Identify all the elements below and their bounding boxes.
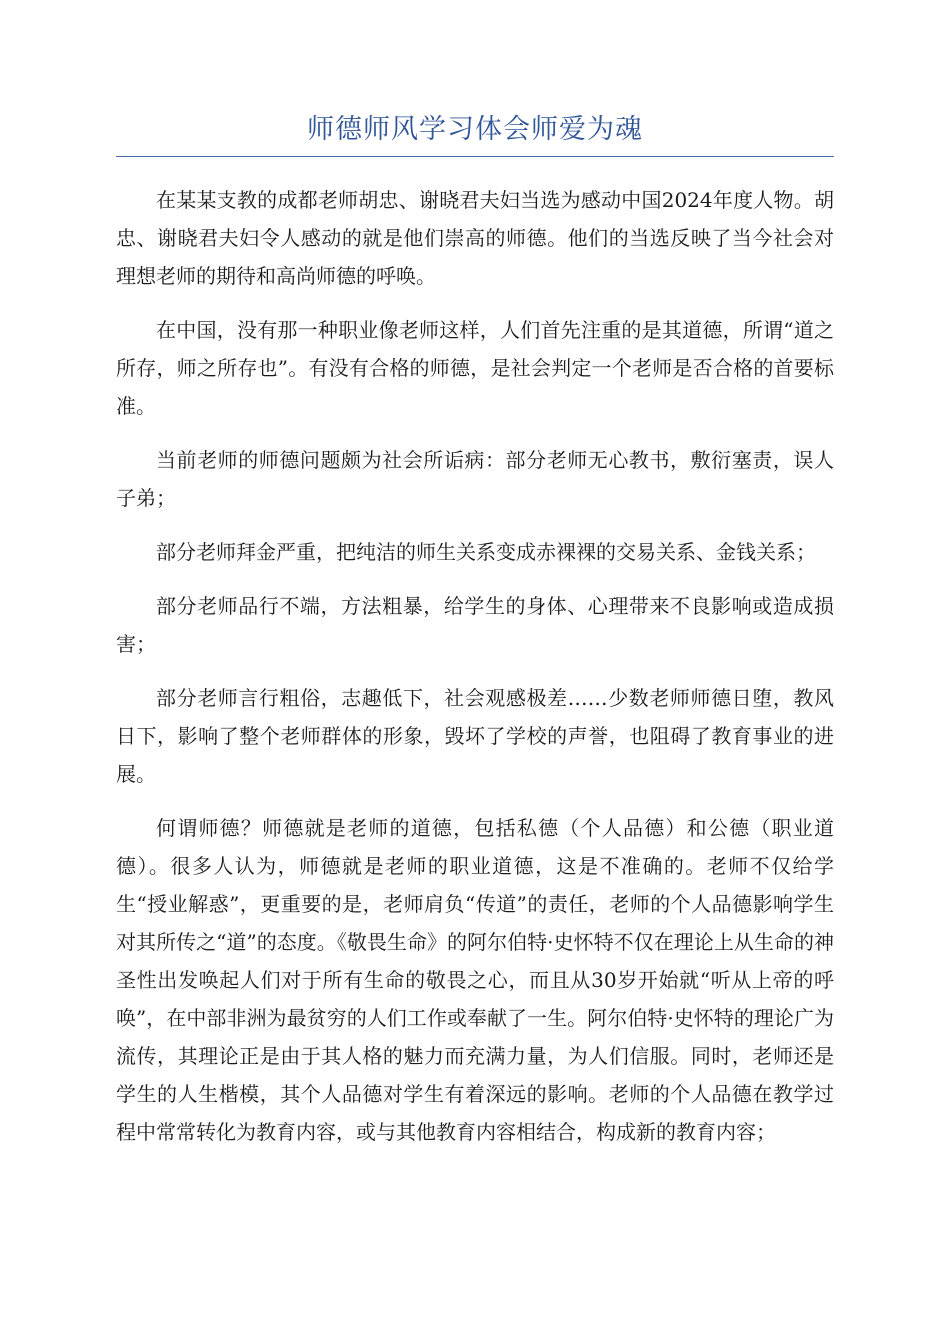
paragraph-4: 部分老师拜金严重，把纯洁的师生关系变成赤裸裸的交易关系、金钱关系； [156,540,816,564]
paragraph-5: 部分老师品行不端，方法粗暴，给学生的身体、心理带来不良影响或造成损害； [116,594,834,656]
document-title: 师德师风学习体会师爱为魂 [307,114,643,145]
title-block [116,112,834,157]
document-body [116,181,834,1151]
paragraph-6: 部分老师言行粗俗，志趣低下，社会观感极差……少数老师师德日堕，教风日下，影响了整个老师群体的形象，毁坏了学校的声誉，也阻碍了教育事业的进展。 [116,686,834,786]
paragraph-7: 何谓师德？师德就是老师的道德，包括私德（个人品德）和公德（职业道德）。很多人认为，师德就是老师的职业道德，这是不准确的。老师不仅给学生“授业解惑”，更重要的是，老师肩负“传道”的责任，老师的个人品德影响学生对其所传之“道”的态度。《敬畏生命》的阿尔伯特·史怀特不仅在理论上从生命的神圣性出发唤起人们对于所有生命的敬畏之心，而且从30岁开始就“听从上帝的呼唤”，在中部非洲为最贫穷的人们工作或奉献了一生。阿尔伯特·史怀特的理论广为流传，其理论正是由于其人格的魅力而充满力量，为人们信服。同时，老师还是学生的人生楷模，其个人品德对学生有着深远的影响。老师的个人品德在教学过程中常常转化为教育内容，或与其他教育内容相结合，构成新的教育内容； [116,816,834,1144]
paragraph-3: 当前老师的师德问题颇为社会所诟病：部分老师无心教书，敷衍塞责，误人子弟； [116,448,834,510]
paragraph-2: 在中国，没有那一种职业像老师这样，人们首先注重的是其道德，所谓“道之所存，师之所存也”。有没有合格的师德，是社会判定一个老师是否合格的首要标准。 [116,318,834,418]
paragraph-1: 在某某支教的成都老师胡忠、谢晓君夫妇当选为感动中国2024年度人物。胡忠、谢晓君夫妇令人感动的就是他们崇高的师德。他们的当选反映了当今社会对理想老师的期待和高尚师德的呼唤。 [116,188,834,288]
